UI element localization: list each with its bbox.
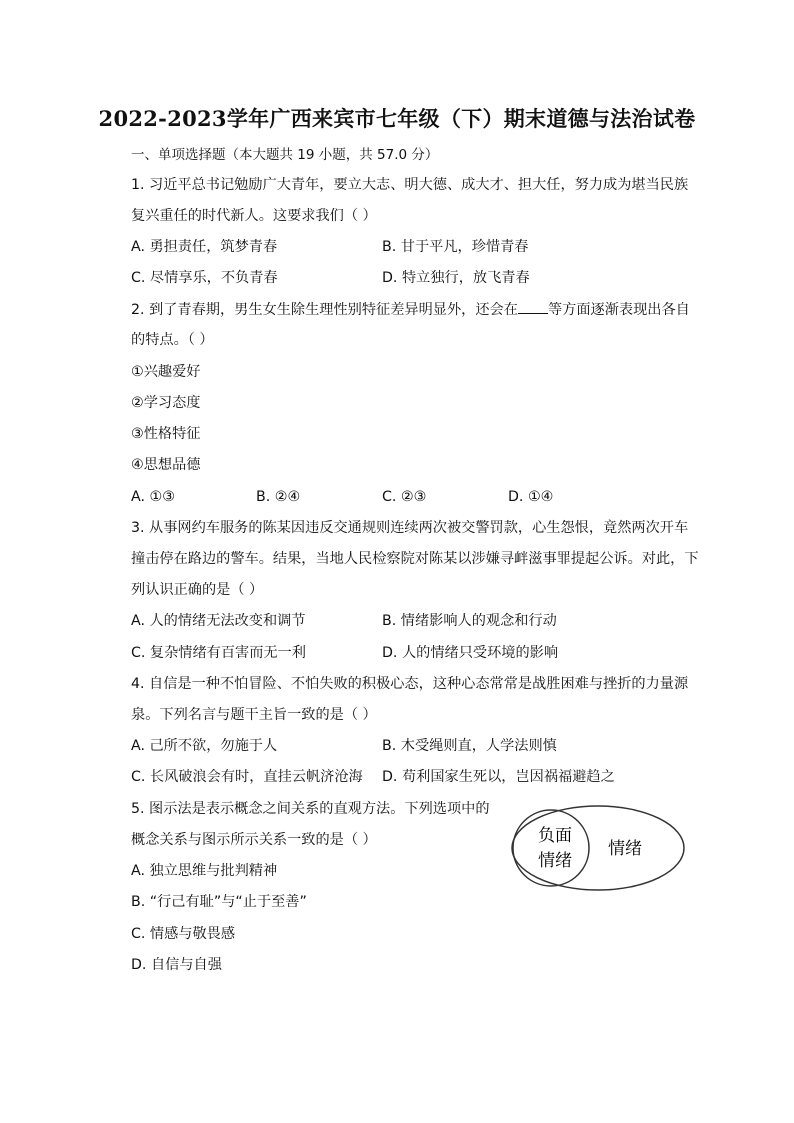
inner-label-line1: 负面 [538,826,572,846]
q4-stem-line1: 4. 自信是一种不怕冒险、不怕失败的积极心态，这种心态常常是战胜困难与挫折的力量源 [131,676,689,692]
q2-option-a[interactable]: A. ①③ [131,489,175,505]
q3-option-d[interactable]: D. 人的情绪只受环境的影响 [382,645,559,661]
q4-option-a[interactable]: A. 己所不欲，勿施于人 [131,738,278,754]
q2-item-3: ③性格特征 [131,426,201,442]
q2-stem-text-before: 2. 到了青春期，男生女生除生理性别特征差异明显外，还会在 [131,302,518,318]
q4-stem-line2: 泉。下列名言与题干主旨一致的是（ ） [131,707,377,723]
q5-option-d[interactable]: D. 自信与自强 [131,957,222,973]
q2-option-c[interactable]: C. ②③ [382,489,427,505]
q3-stem-line1: 3. 从事网约车服务的陈某因违反交通规则连续两次被交警罚款，心生怨恨，竟然两次开车 [131,520,689,536]
q1-option-b[interactable]: B. 甘于平凡，珍惜青春 [382,239,529,255]
q4-option-c[interactable]: C. 长风破浪会有时，直挂云帆济沧海 [131,769,363,785]
q2-item-1: ①兴趣爱好 [131,364,201,380]
section-heading: 一、单项选择题（本大题共 19 小题，共 57.0 分） [131,147,439,163]
q5-option-a[interactable]: A. 独立思维与批判精神 [131,863,278,879]
q1-option-c[interactable]: C. 尽情享乐，不负青春 [131,270,278,286]
inner-circle [513,810,589,886]
q4-option-b[interactable]: B. 木受绳则直，人学法则慎 [382,738,557,754]
q2-item-4: ④思想品德 [131,457,201,473]
exam-title: 2022-2023学年广西来宾市七年级（下）期末道德与法治试卷 [98,106,696,131]
q2-stem-line2: 的特点。（ ） [131,332,214,348]
q3-stem-line2: 撞击停在路边的警车。结果，当地人民检察院对陈某以涉嫌寻衅滋事罪提起公诉。对此，下 [131,551,699,567]
q5-option-c[interactable]: C. 情感与敬畏感 [131,926,236,942]
q4-option-d[interactable]: D. 苟利国家生死以，岂因祸福避趋之 [382,769,615,785]
q5-stem-line2: 概念关系与图示所示关系一致的是（ ） [131,832,377,848]
q5-stem-line1: 5. 图示法是表示概念之间关系的直观方法。下列选项中的 [131,801,490,817]
q3-option-a[interactable]: A. 人的情绪无法改变和调节 [131,613,306,629]
outer-label: 情绪 [608,839,642,859]
q3-option-c[interactable]: C. 复杂情绪有百害而无一利 [131,645,306,661]
q2-option-d[interactable]: D. ①④ [508,489,554,505]
q1-stem-line1: 1. 习近平总书记勉励广大青年，要立大志、明大德、成大才、担大任，努力成为堪当民族 [131,177,689,193]
inner-label-line2: 情绪 [538,851,572,871]
q2-fill-blank [518,299,548,314]
q3-stem-line3: 列认识正确的是（ ） [131,582,264,598]
q3-option-b[interactable]: B. 情绪影响人的观念和行动 [382,613,557,629]
q2-stem-text-after: 等方面逐渐表现出各自 [547,302,690,318]
q2-option-b[interactable]: B. ②④ [256,489,301,505]
q2-item-2: ②学习态度 [131,395,201,411]
q1-option-d[interactable]: D. 特立独行，放飞青春 [382,270,530,286]
q1-option-a[interactable]: A. 勇担责任，筑梦青春 [131,239,278,255]
q1-stem-line2: 复兴重任的时代新人。这要求我们（ ） [131,208,377,224]
venn-diagram [508,800,688,895]
q5-option-b[interactable]: B. “行己有耻”与“止于至善” [131,894,307,910]
q2-stem-line1 [131,299,690,320]
outer-ellipse [512,806,684,890]
